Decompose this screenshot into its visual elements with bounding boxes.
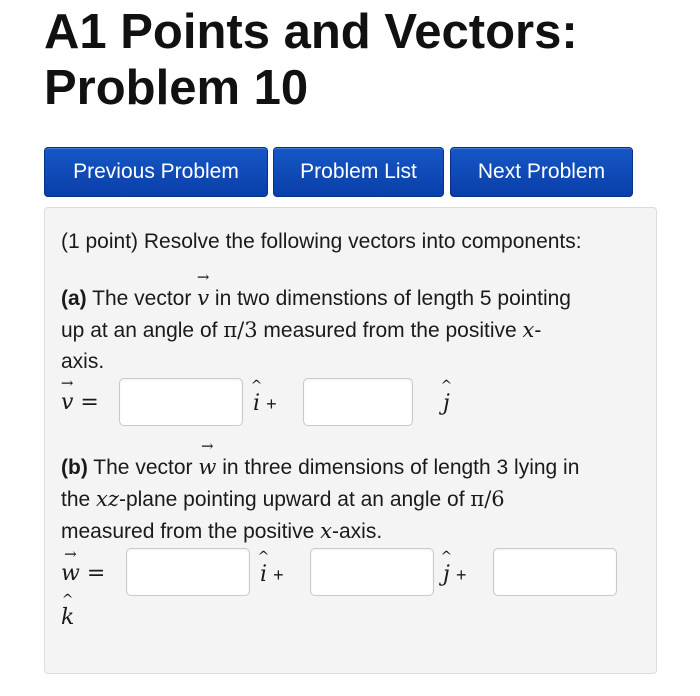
part-a-text-4: measured from the positive: [263, 319, 517, 342]
vector-arrow-icon: →: [196, 268, 210, 286]
part-a-text-3: up at an angle of: [61, 319, 218, 342]
part-a-axis-var: x: [522, 318, 535, 342]
part-a-answer-j-input[interactable]: [303, 378, 413, 426]
part-b-label: (b): [61, 456, 88, 479]
plus-sign: +: [455, 565, 467, 585]
vector-w-symbol: w →: [198, 437, 217, 479]
j-hat-symbol: j ^: [440, 378, 453, 416]
part-b-i-unit: [257, 549, 284, 590]
vector-v-symbol: v →: [196, 268, 210, 310]
part-b-text-5: measured from the positive: [61, 520, 315, 543]
part-a-text-6: axis.: [61, 350, 105, 373]
vector-v-eq-symbol: v →: [60, 374, 74, 415]
part-b-answer-j-input[interactable]: [310, 548, 434, 596]
hat-icon: ^: [440, 549, 453, 565]
part-b-text-1: The vector: [93, 456, 193, 479]
part-a-lhs: v → =: [61, 388, 99, 418]
plus-sign: +: [273, 565, 284, 585]
part-b-j-unit: [440, 549, 467, 590]
part-b-text-4: -plane pointing upward at an angle of: [118, 488, 465, 511]
title-line-1: A1 Points and Vectors:: [44, 5, 578, 59]
part-a-label: (a): [61, 287, 87, 310]
hat-icon: ^: [257, 549, 270, 565]
part-a-angle: π/3: [223, 318, 258, 342]
problem-panel: [44, 207, 657, 674]
part-b-line-1: [61, 437, 580, 484]
i-hat-symbol: i ^: [250, 378, 263, 416]
part-a-i-unit: [250, 378, 277, 419]
part-b-line-2: [61, 483, 505, 516]
part-a-text-2: in two dimenstions of length 5 pointing: [214, 287, 571, 310]
part-b-plane: xz: [96, 487, 119, 511]
vector-arrow-icon: →: [60, 374, 74, 392]
hat-icon: ^: [440, 378, 453, 394]
k-hat-symbol: k ^: [61, 592, 75, 630]
part-b-answer-k-input[interactable]: [493, 548, 617, 596]
next-problem-button[interactable]: Next Problem: [450, 147, 633, 197]
page-title: [44, 4, 664, 116]
vector-arrow-icon: →: [201, 437, 214, 455]
part-b-lhs: w → =: [61, 559, 105, 589]
part-a-answer-i-input[interactable]: [119, 378, 243, 426]
title-line-2: Problem 10: [44, 61, 309, 115]
j-hat-symbol: j ^: [440, 549, 453, 587]
part-a-text-5: -: [534, 319, 542, 342]
part-a-line-1: [61, 268, 571, 315]
problem-intro: (1 point) Resolve the following vectors into components:: [61, 230, 582, 253]
part-b-k-unit: [61, 592, 75, 633]
part-a-line-2: [61, 314, 541, 347]
part-b-axis-var: x: [320, 519, 332, 543]
part-b-text-2: in three dimensions of length 3 lying in: [222, 456, 580, 479]
problem-list-button[interactable]: Problem List: [273, 147, 444, 197]
hat-icon: ^: [250, 378, 263, 394]
vector-w-eq-symbol: w →: [61, 545, 80, 586]
vector-arrow-icon: →: [64, 545, 77, 563]
part-a-j-unit: [440, 378, 453, 419]
plus-sign: +: [266, 394, 277, 414]
part-b-line-3: [61, 515, 382, 548]
part-a-text-1: The vector: [92, 287, 192, 310]
part-b-text-6: -axis.: [331, 520, 383, 543]
part-b-text-3: the: [61, 488, 91, 511]
previous-problem-button[interactable]: Previous Problem: [44, 147, 268, 197]
part-b-answer-i-input[interactable]: [126, 548, 250, 596]
i-hat-symbol: i ^: [257, 549, 270, 587]
part-b-angle: π/6: [470, 487, 505, 511]
hat-icon: ^: [61, 592, 74, 608]
